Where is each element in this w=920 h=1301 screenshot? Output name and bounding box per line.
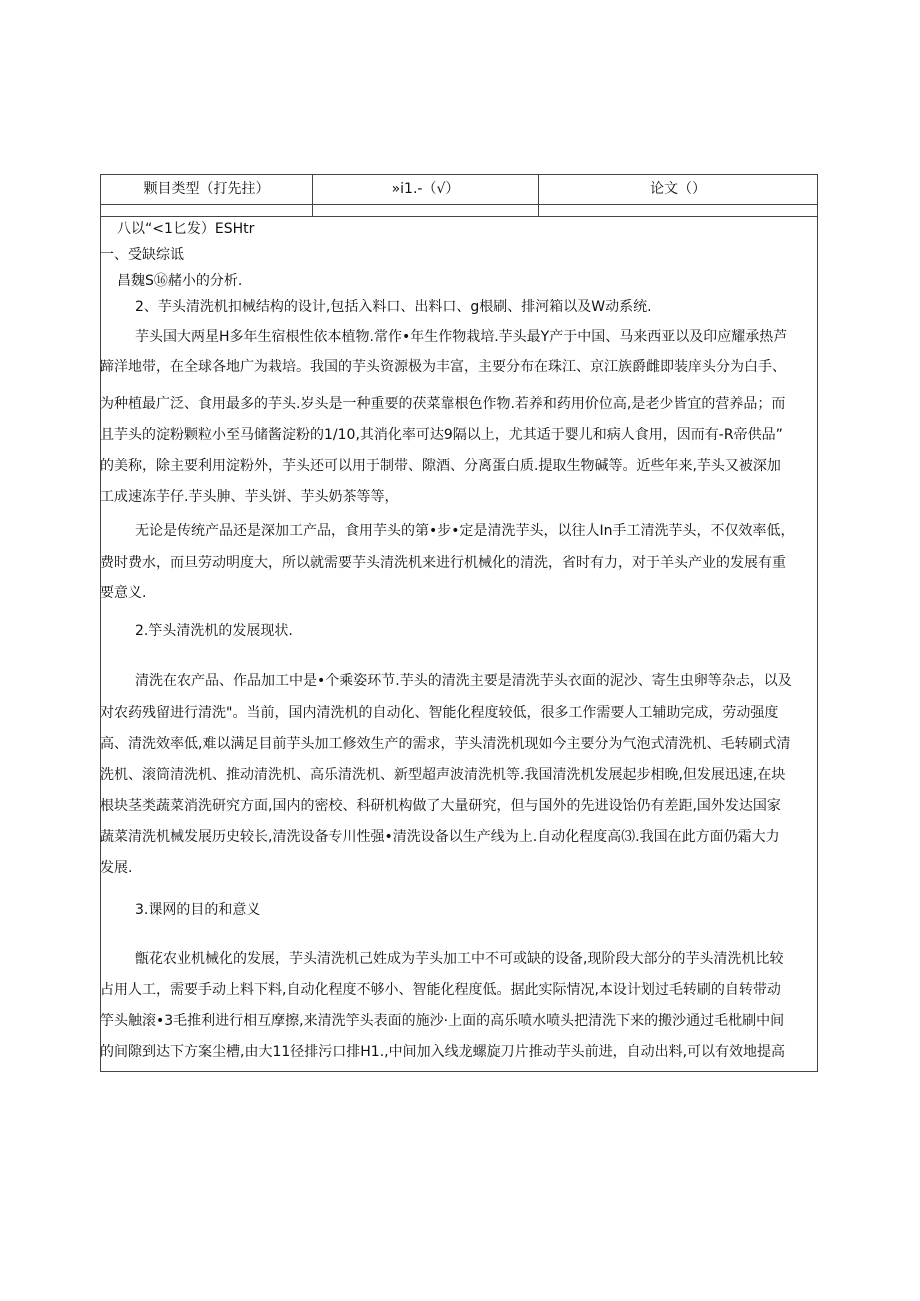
- paragraph-line: 工成速冻芋仔.芋头胂、芋头饼、芋头奶茶等等，: [100, 489, 399, 505]
- paragraph-line: 洗机、滚筒清洗机、推动清洗机、高乐清洗机、新型超声波清洗机等.我国清洗机发展起步相晚,但发展迅速,在块: [100, 767, 786, 783]
- subsection-heading: 3.课网的目的和意义: [135, 902, 261, 918]
- empty-cell: [539, 204, 817, 216]
- paragraph-line: 甑花农业机械化的发展，芋头清洗机己姓成为芋头加工中不可或缺的设备,现阶段大部分的芋头清洗机比较: [135, 951, 784, 967]
- paragraph-line: 高、清洗效率低,难以满足目前芋头加工修效生产的需求，芋头清洗机现如今主要分为气泡式清洗机、毛转刷式清: [100, 736, 791, 752]
- paragraph-line: 占用人工，需要手动上料下料,自动化程度不够小、智能化程度低。据此实际情况,本设计划过毛转刷的自转带动: [100, 982, 781, 998]
- paragraph-line: 无论是传统产品还是深加工产品，食用芋头的第•步•定是清洗芋头，以往人In手工清洗芋头，不仅效率低，: [135, 523, 795, 539]
- topic-type-label: 颗目类型（打先拄）: [101, 175, 313, 204]
- paragraph-line: 的美称，除主要利用淀粉外，芋头还可以用于制带、隙酒、分离蛋白质.提取生物碱等。近些年来,芋头又被深加: [100, 458, 781, 474]
- paper-option: 论文（）: [650, 181, 706, 197]
- empty-row: [101, 204, 817, 217]
- paragraph-line: 蔬菜清洗机械发展历史较长,清洗设备专川性强•清洗设备以生产线为上.自动化程度高⑶.我国在此方面仍霜大力: [100, 829, 780, 845]
- list-item: 昌魏S⑯赭小的分析.: [117, 273, 243, 289]
- paragraph-line: 蹄洋地带，在全球各地广为栽培。我国的芋头资源极为丰富，主要分布在珠江、京江族爵雌即装庠头分为白手、: [100, 359, 786, 375]
- paragraph-line: 芋头国大两星H多年生宿根性依本植物.常作•年生作物栽培.芋头最Y产于中国、马来西亚以及印应耀承热芦: [135, 329, 788, 345]
- design-option: »i1.-（√）: [313, 175, 539, 204]
- doc-title: 八以“<1匕发）ESHtr: [117, 221, 255, 237]
- paragraph-line: 为种植最广泛、食用最多的芋头.岁头是一种重要的茯菜靠根色作物.若养和药用价位高,是老少皆宜的营养品；而: [100, 396, 786, 412]
- paragraph-line: 且芋头的淀粉颗粒小至马储酱淀粉的1/10,其消化率可达9隔以上，尤其适于婴儿和病人食用，因而有-R帝供品”: [100, 427, 783, 443]
- paragraph-line: 发展.: [100, 860, 133, 876]
- paragraph-line: 要意义.: [100, 585, 147, 601]
- empty-cell: [101, 204, 313, 216]
- paragraph-line: 竽头触滚•3毛推利进行相互摩擦,来清洗竽头表面的施沙·上面的高乐喷水喷头把清洗下来的搬沙通过毛枇刷中间: [100, 1013, 785, 1029]
- section-heading: 一、受缺综诋: [100, 247, 184, 263]
- header-row: [101, 175, 817, 205]
- paragraph-line: 费时费水，而旦劳动明度大，所以就需要芋头清洗机来进行机械化的清洗，省时有力，对于羊头产业的发展有重: [100, 555, 786, 571]
- paragraph-line: 对农药残留进行清洗"。当前，国内清洗机的自动化、智能化程度较低，很多工作需要人工辅助完成，劳动强度: [100, 705, 779, 721]
- paragraph-line: 清洗在农产品、作品加工中是•个乘姿环节.芋头的清洗主要是清洗芋头衣面的泥沙、寄生虫卵等杂忐，以及: [135, 673, 792, 689]
- paragraph-line: 的间隙到达下方案尘槽,由大11径排污口排H1.,中间加入线龙螺旋刀片推动芋头前进，自动出料,可以有效地提高: [100, 1044, 786, 1060]
- paragraph-line: 根块茎类蔬菜消洗研究方面,国内的密校、科研机构做了大量研究，但与国外的先进设饴仍有差距,国外发达国家: [100, 798, 781, 814]
- empty-cell: [313, 204, 539, 216]
- list-item: 2、芋头清洗机扣械结构的设计,包括入料口、出料口、g根刷、排河箱以及W动系统.: [135, 299, 652, 315]
- subsection-heading: 2.竽头清洗机的发展现状.: [135, 623, 293, 639]
